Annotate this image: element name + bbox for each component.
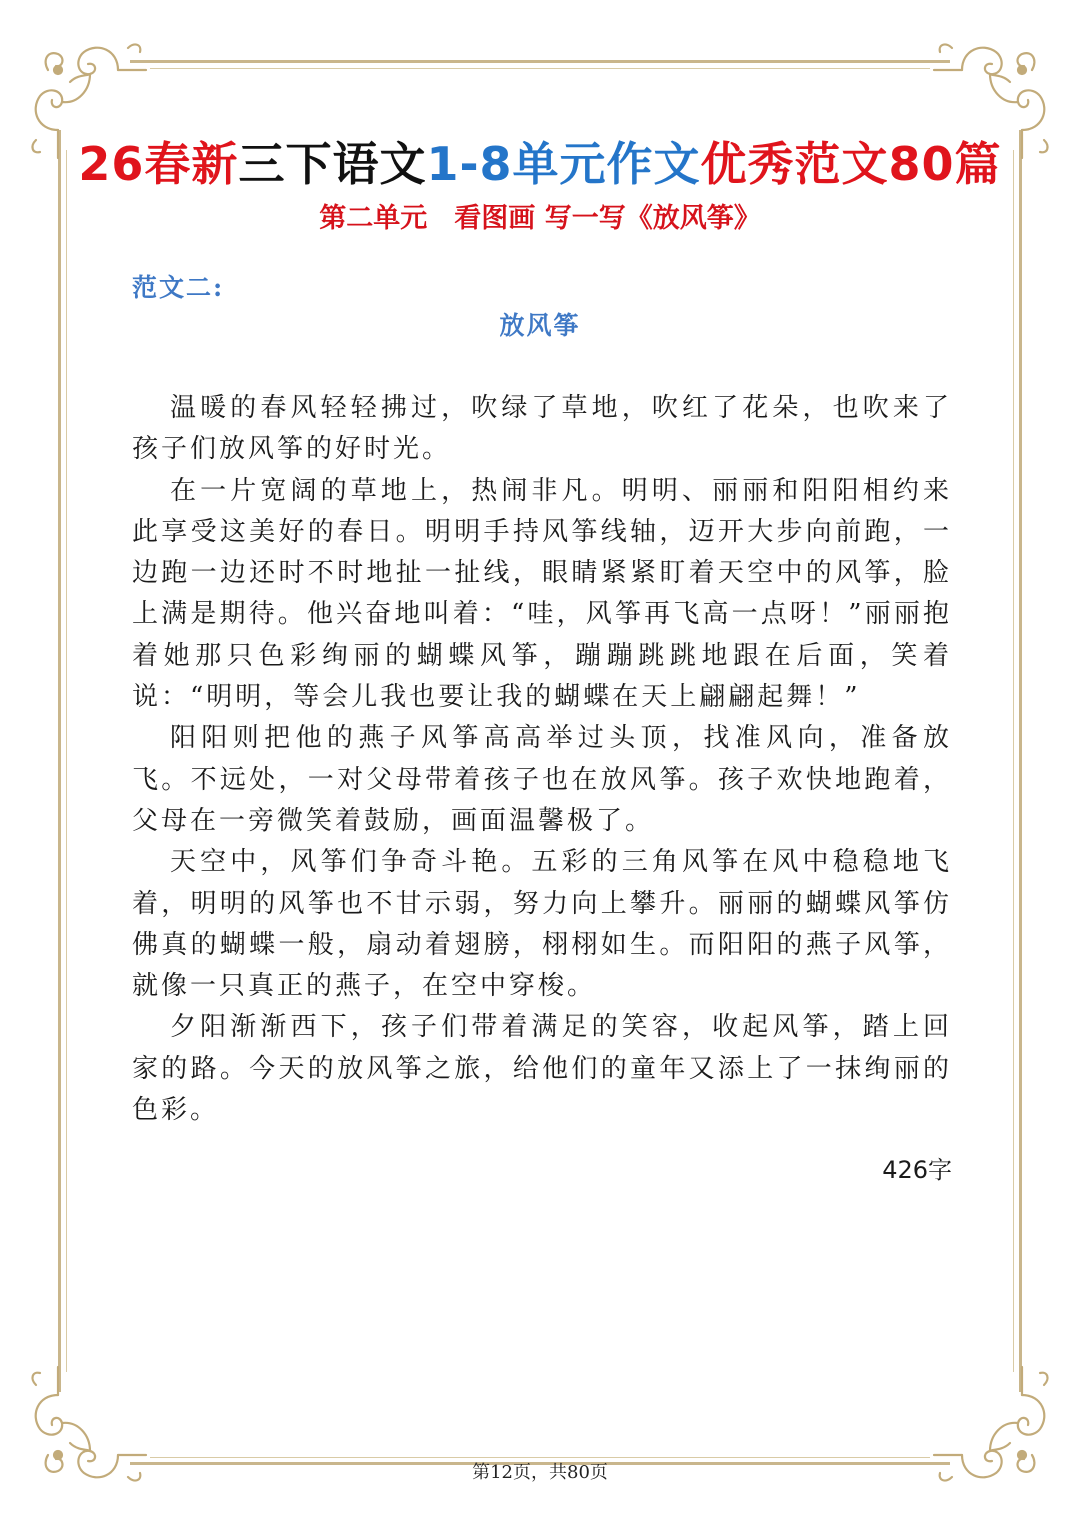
page-indicator: 第12页，共80页	[472, 1462, 608, 1483]
title-part: 1-8单元作文	[426, 137, 701, 191]
title-part: 26春新	[78, 137, 239, 191]
essay-body	[132, 388, 952, 1131]
page-subtitle: 第二单元 看图画 写一写《放风筝》	[319, 203, 761, 234]
page-title	[0, 128, 1080, 194]
frame-border-top-inner	[150, 68, 930, 69]
essay-paragraph: 在一片宽阔的草地上，热闹非凡。明明、丽丽和阳阳相约来此享受这美好的春日。明明手持风筝线轴，迈开大步向前跑，一边跑一边还时不时地扯一扯线，眼睛紧紧盯着天空中的风筝，脸上满是期待。他兴奋地叫着：“哇，风筝再飞高一点呀！”丽丽抱着她那只色彩绚丽的蝴蝶风筝，蹦蹦跳跳地跟在后面，笑着说：“明明，等会儿我也要让我的蝴蝶在天上翩翩起舞！”	[132, 475, 952, 713]
frame-border-top	[130, 60, 950, 63]
essay-paragraph: 阳阳则把他的燕子风筝高高举过头顶，找准风向，准备放飞。不远处，一对父母带着孩子也在放风筝。孩子欢快地跑着，父母在一旁微笑着鼓励，画面温馨极了。	[132, 723, 952, 836]
word-count: 426字	[882, 1156, 952, 1184]
essay-label: 范文二:	[132, 273, 225, 302]
essay-paragraph: 温暖的春风轻轻拂过，吹绿了草地，吹红了花朵，也吹来了孩子们放风筝的好时光。	[132, 393, 952, 465]
title-part: 三下语文	[238, 137, 427, 191]
essay-paragraph: 天空中，风筝们争奇斗艳。五彩的三角风筝在风中稳稳地飞着，明明的风筝也不甘示弱，努力向上攀升。丽丽的蝴蝶风筝仿佛真的蝴蝶一般，扇动着翅膀，栩栩如生。而阳阳的燕子风筝，就像一只真正的燕子，在空中穿梭。	[132, 847, 952, 1002]
essay-paragraph: 夕阳渐渐西下，孩子们带着满足的笑容，收起风筝，踏上回家的路。今天的放风筝之旅，给他们的童年又添上了一抹绚丽的色彩。	[132, 1012, 952, 1126]
essay-title: 放风筝	[499, 311, 581, 340]
title-part: 优秀范文80篇	[700, 137, 1002, 191]
